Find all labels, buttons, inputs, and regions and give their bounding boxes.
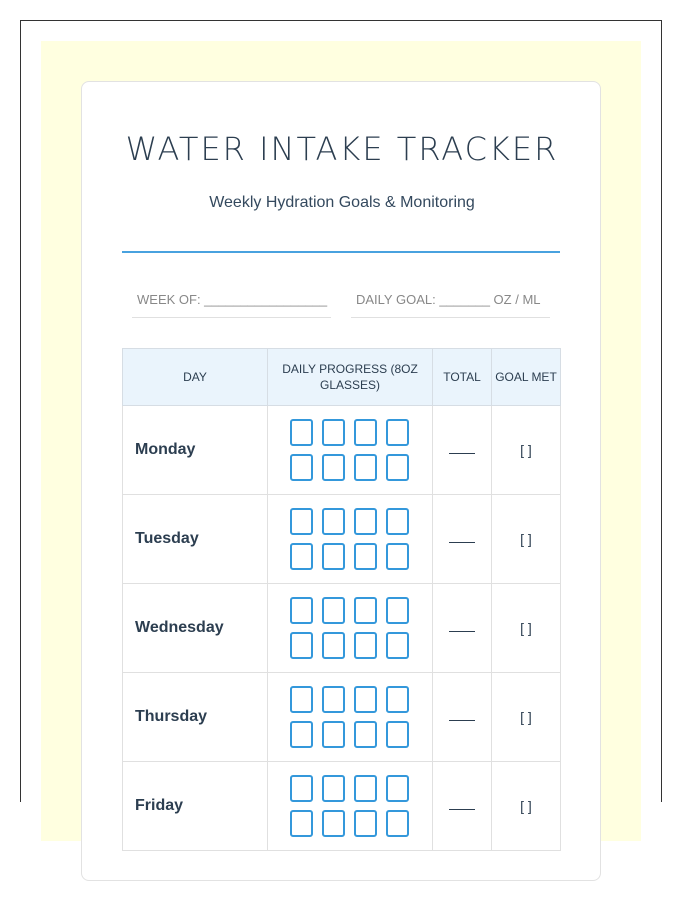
table-row <box>123 673 561 762</box>
glass-checkbox[interactable] <box>386 419 409 446</box>
goal-met-checkbox[interactable]: [ ] <box>492 406 561 495</box>
tracker-table <box>122 348 561 851</box>
day-label: Wednesday <box>123 584 268 673</box>
col-header-progress: DAILY PROGRESS (8OZ GLASSES) <box>268 349 433 406</box>
table-header-row <box>123 349 561 406</box>
glass-checkbox[interactable] <box>322 810 345 837</box>
total-cell[interactable] <box>433 495 492 584</box>
table-row <box>123 762 561 851</box>
page-subtitle: Weekly Hydration Goals & Monitoring <box>209 194 475 211</box>
glass-checkbox[interactable] <box>322 597 345 624</box>
page-title: WATER INTAKE TRACKER <box>125 130 559 168</box>
glass-checkbox[interactable] <box>354 419 377 446</box>
glass-checkbox[interactable] <box>290 686 313 713</box>
glass-grid <box>268 419 432 481</box>
progress-cell <box>268 495 433 584</box>
page-background <box>41 41 641 841</box>
total-cell[interactable] <box>433 762 492 851</box>
total-blank-line <box>449 631 475 632</box>
glass-grid <box>268 775 432 837</box>
glass-checkbox[interactable] <box>354 721 377 748</box>
glass-checkbox[interactable] <box>354 543 377 570</box>
glass-checkbox[interactable] <box>322 508 345 535</box>
glass-checkbox[interactable] <box>322 721 345 748</box>
glass-checkbox[interactable] <box>386 597 409 624</box>
glass-checkbox[interactable] <box>290 508 313 535</box>
glass-checkbox[interactable] <box>290 454 313 481</box>
glass-checkbox[interactable] <box>322 775 345 802</box>
day-label: Monday <box>123 406 268 495</box>
goal-met-checkbox[interactable]: [ ] <box>492 495 561 584</box>
glass-checkbox[interactable] <box>290 810 313 837</box>
glass-grid <box>268 686 432 748</box>
table-body <box>123 406 561 851</box>
glass-checkbox[interactable] <box>290 775 313 802</box>
glass-checkbox[interactable] <box>322 632 345 659</box>
glass-checkbox[interactable] <box>322 543 345 570</box>
table-row <box>123 584 561 673</box>
glass-checkbox[interactable] <box>290 632 313 659</box>
glass-checkbox[interactable] <box>354 508 377 535</box>
goal-met-checkbox[interactable]: [ ] <box>492 584 561 673</box>
glass-checkbox[interactable] <box>354 454 377 481</box>
glass-checkbox[interactable] <box>290 543 313 570</box>
glass-checkbox[interactable] <box>386 543 409 570</box>
glass-checkbox[interactable] <box>386 721 409 748</box>
col-header-day: DAY <box>123 349 268 406</box>
glass-checkbox[interactable] <box>386 454 409 481</box>
table-row <box>123 495 561 584</box>
week-of-field[interactable]: WEEK OF: _________________ <box>132 290 331 318</box>
total-cell[interactable] <box>433 673 492 762</box>
page-frame <box>20 20 662 814</box>
goal-met-checkbox[interactable]: [ ] <box>492 762 561 851</box>
glass-checkbox[interactable] <box>354 810 377 837</box>
glass-checkbox[interactable] <box>386 686 409 713</box>
progress-cell <box>268 673 433 762</box>
total-cell[interactable] <box>433 584 492 673</box>
glass-checkbox[interactable] <box>386 775 409 802</box>
day-label: Tuesday <box>123 495 268 584</box>
day-label: Friday <box>123 762 268 851</box>
col-header-goal-met: GOAL MET <box>492 349 561 406</box>
col-header-total: TOTAL <box>433 349 492 406</box>
tracker-card <box>81 81 601 881</box>
glass-grid <box>268 508 432 570</box>
total-blank-line <box>449 453 475 454</box>
progress-cell <box>268 584 433 673</box>
glass-checkbox[interactable] <box>386 508 409 535</box>
glass-checkbox[interactable] <box>354 632 377 659</box>
total-blank-line <box>449 542 475 543</box>
glass-checkbox[interactable] <box>290 597 313 624</box>
glass-checkbox[interactable] <box>354 775 377 802</box>
glass-checkbox[interactable] <box>322 686 345 713</box>
glass-checkbox[interactable] <box>322 419 345 446</box>
glass-checkbox[interactable] <box>386 632 409 659</box>
glass-checkbox[interactable] <box>290 721 313 748</box>
total-blank-line <box>449 809 475 810</box>
glass-checkbox[interactable] <box>322 454 345 481</box>
day-label: Thursday <box>123 673 268 762</box>
daily-goal-field[interactable]: DAILY GOAL: _______ OZ / ML <box>351 290 550 318</box>
glass-grid <box>268 597 432 659</box>
total-cell[interactable] <box>433 406 492 495</box>
progress-cell <box>268 762 433 851</box>
progress-cell <box>268 406 433 495</box>
goal-met-checkbox[interactable]: [ ] <box>492 673 561 762</box>
glass-checkbox[interactable] <box>354 597 377 624</box>
glass-checkbox[interactable] <box>354 686 377 713</box>
divider <box>122 251 560 253</box>
total-blank-line <box>449 720 475 721</box>
glass-checkbox[interactable] <box>386 810 409 837</box>
table-row <box>123 406 561 495</box>
glass-checkbox[interactable] <box>290 419 313 446</box>
